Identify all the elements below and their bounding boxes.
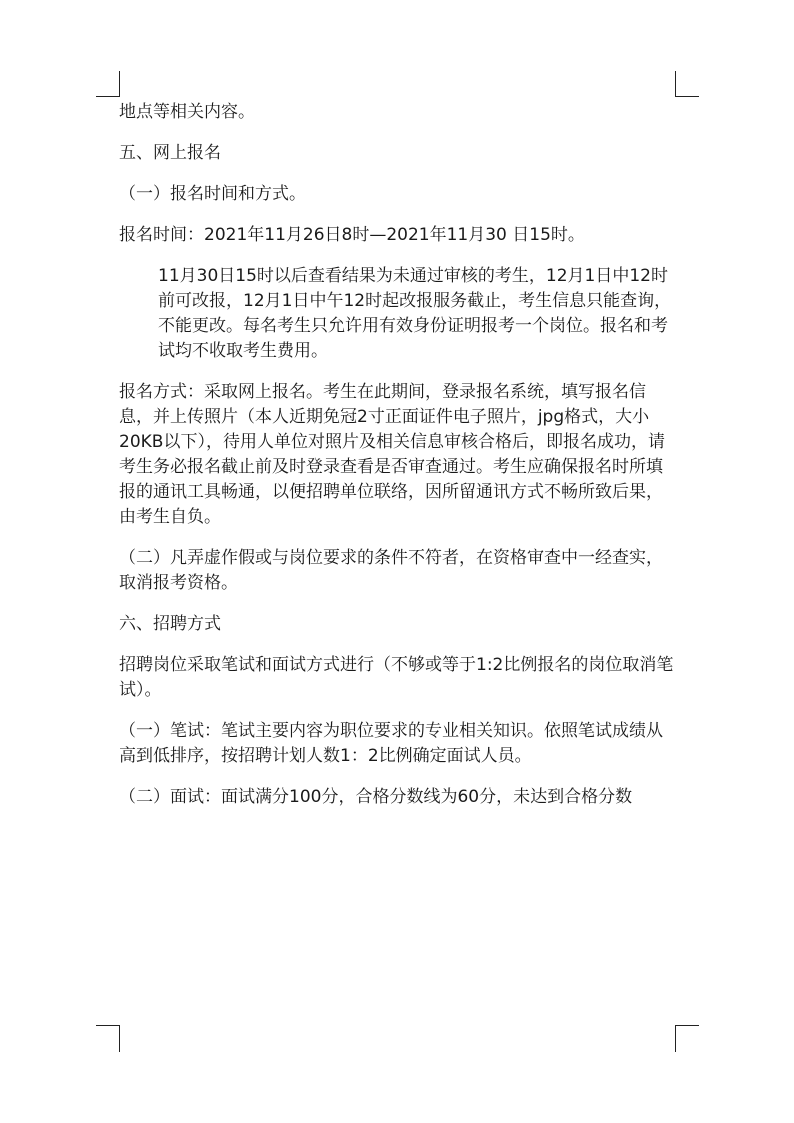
crop-mark-bottom-left-h <box>96 1025 120 1026</box>
crop-mark-top-left-h <box>96 96 120 97</box>
paragraph-fraud-disqualification: （二）凡弄虚作假或与岗位要求的条件不符者，在资格审查中一经查实，取消报考资格。 <box>119 548 663 593</box>
crop-mark-top-left-v <box>119 71 120 97</box>
crop-mark-bottom-right-v <box>675 1026 676 1052</box>
subheading-registration-time-method: （一）报名时间和方式。 <box>119 184 306 204</box>
document-body <box>119 100 679 826</box>
paragraph-interview: （二）面试：面试满分100分，合格分数线为60分，未达到合格分数 <box>119 787 633 807</box>
paragraph-written-and-interview: 招聘岗位采取笔试和面试方式进行（不够或等于1:2比例报名的岗位取消笔试）。 <box>119 655 674 700</box>
paragraph-location-end: 地点等相关内容。 <box>119 102 255 122</box>
paragraph-registration-time: 报名时间：2021年11月26日8时—2021年11月30 日15时。 <box>119 225 585 245</box>
crop-mark-bottom-left-v <box>119 1026 120 1052</box>
crop-mark-bottom-right-h <box>675 1025 699 1026</box>
crop-mark-top-right-v <box>675 71 676 97</box>
heading-recruitment-method: 六、招聘方式 <box>119 614 221 634</box>
heading-online-registration: 五、网上报名 <box>119 143 221 163</box>
paragraph-written-exam: （一）笔试：笔试主要内容为职位要求的专业相关知识。依照笔试成绩从高到低排序，按招聘计划人数1：2比例确定面试人员。 <box>119 721 663 766</box>
crop-mark-top-right-h <box>675 96 699 97</box>
paragraph-registration-method: 报名方式：采取网上报名。考生在此期间，登录报名系统，填写报名信息，并上传照片（本人近期免冠2寸正面证件电子照片，jpg格式，大小20KB以下），待用人单位对照片及相关信息审核合格后，即报名成功，请考生务必报名截止前及时登录查看是否审查通过。考生应确保报名时所填报的通讯工具畅通，以便招聘单位联络，因所留通讯方式不畅所致后果，由考生自负。 <box>119 382 665 527</box>
paragraph-registration-notes: 11月30日15时以后查看结果为未通过审核的考生，12月1日中12时前可改报，12月1日中午12时起改报服务截止，考生信息只能查询，不能更改。每名考生只允许用有效身份证明报考一个岗位。报名和考试均不收取考生费用。 <box>158 266 672 361</box>
